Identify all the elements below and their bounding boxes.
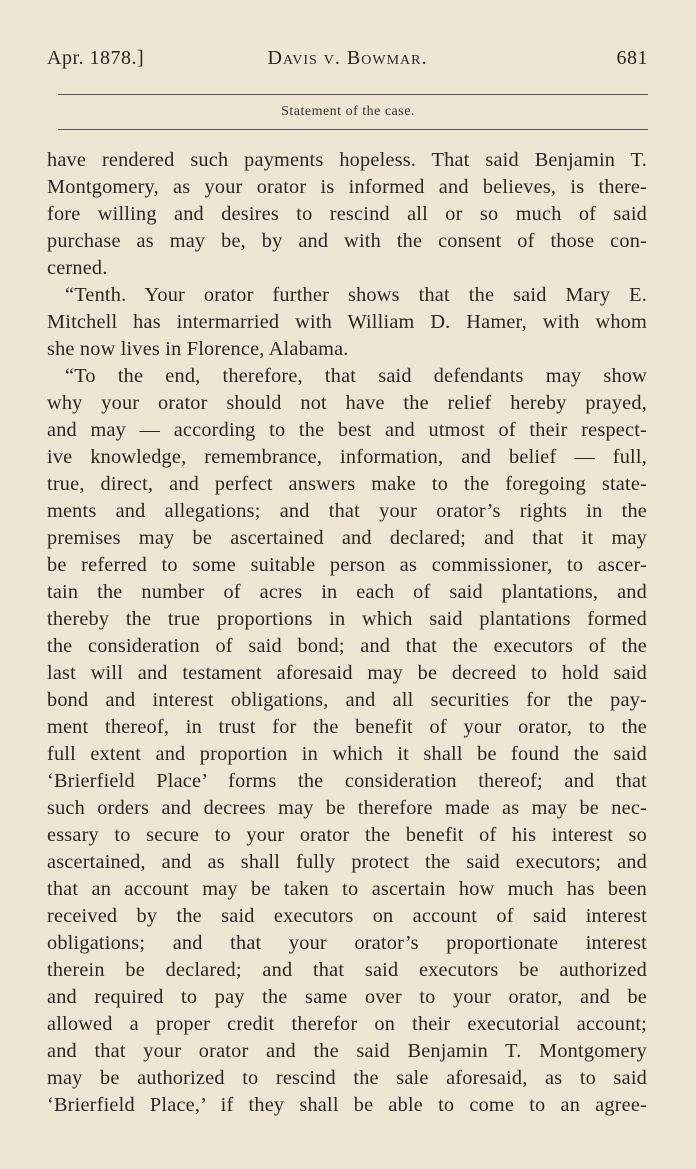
text-line: bond and interest obligations, and all securities for the pay-	[47, 689, 647, 711]
text-line: obligations; and that your orator’s proportionate interest	[47, 932, 647, 954]
text-line: ment thereof, in trust for the benefit of your orator, to the	[47, 716, 647, 738]
header-rule-bottom	[58, 129, 648, 130]
text-line: that an account may be taken to ascertain how much has been	[47, 878, 647, 900]
text-line: and that your orator and the said Benjamin T. Montgomery	[47, 1040, 647, 1062]
running-header	[47, 47, 648, 77]
text-line: such orders and decrees may be therefore made as may be nec-	[47, 797, 647, 819]
text-line: premises may be ascertained and declared; and that it may	[47, 527, 647, 549]
text-line: and may — according to the best and utmost of their respect-	[47, 419, 647, 441]
text-line: allowed a proper credit therefor on their executorial account;	[47, 1013, 647, 1035]
text-line: ‘Brierfield Place’ forms the consideration thereof; and that	[47, 770, 647, 792]
text-line: Mitchell has intermarried with William D. Hamer, with whom	[47, 311, 647, 333]
text-line: ‘Brierfield Place,’ if they shall be able to come to an agree-	[47, 1094, 647, 1116]
text-line: the consideration of said bond; and that the executors of the	[47, 635, 647, 657]
text-line: received by the said executors on account of said interest	[47, 905, 647, 927]
text-line: last will and testament aforesaid may be decreed to hold said	[47, 662, 647, 684]
text-line: true, direct, and perfect answers make to the foregoing state-	[47, 473, 647, 495]
text-line: and required to pay the same over to your orator, and be	[47, 986, 647, 1008]
text-line: “Tenth. Your orator further shows that the said Mary E.	[65, 284, 647, 306]
text-line: thereby the true proportions in which said plantations formed	[47, 608, 647, 630]
text-line: tain the number of acres in each of said plantations, and	[47, 581, 647, 603]
text-line: therein be declared; and that said executors be authorized	[47, 959, 647, 981]
text-line: “To the end, therefore, that said defendants may show	[65, 365, 647, 387]
text-line: why your orator should not have the relief hereby prayed,	[47, 392, 647, 414]
text-line: fore willing and desires to rescind all or so much of said	[47, 203, 647, 225]
text-line: cerned.	[47, 257, 108, 279]
text-line: ive knowledge, remembrance, information, and belief — full,	[47, 446, 647, 468]
header-date: Apr. 1878.]	[47, 47, 145, 69]
text-line: full extent and proportion in which it shall be found the said	[47, 743, 647, 765]
header-case-title: Davis v. Bowmar.	[267, 47, 428, 69]
text-line: have rendered such payments hopeless. That said Benjamin T.	[47, 149, 647, 171]
text-line: she now lives in Florence, Alabama.	[47, 338, 349, 360]
text-line: Montgomery, as your orator is informed and believes, is there-	[47, 176, 647, 198]
header-page-number: 681	[616, 47, 648, 69]
text-line: essary to secure to your orator the benefit of his interest so	[47, 824, 647, 846]
section-subheading: Statement of the case.	[281, 104, 415, 119]
body-text	[47, 147, 647, 1119]
text-line: be referred to some suitable person as commissioner, to ascer-	[47, 554, 647, 576]
header-rule-top	[58, 94, 648, 95]
text-line: ments and allegations; and that your orator’s rights in the	[47, 500, 647, 522]
text-line: may be authorized to rescind the sale aforesaid, as to said	[47, 1067, 647, 1089]
text-line: ascertained, and as shall fully protect the said executors; and	[47, 851, 647, 873]
text-line: purchase as may be, by and with the consent of those con-	[47, 230, 647, 252]
